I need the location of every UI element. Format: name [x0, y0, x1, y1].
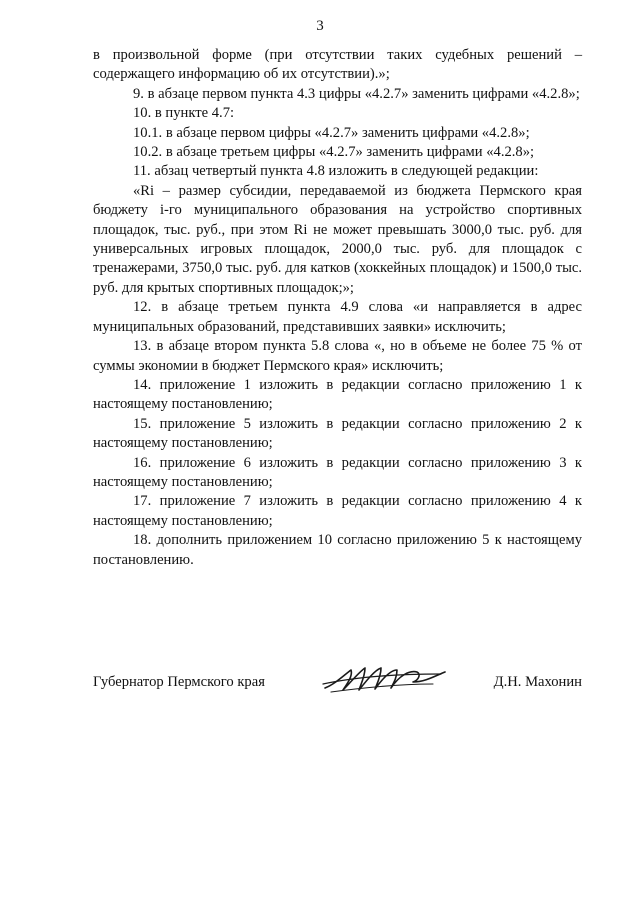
page-number: 3	[316, 18, 324, 34]
paragraph-item-9: 9. в абзаце первом пункта 4.3 цифры «4.2.7» заменить цифрами «4.2.8»;	[133, 85, 580, 102]
paragraph-item-10-2: 10.2. в абзаце третьем цифры «4.2.7» заменить цифрами «4.2.8»;	[133, 144, 535, 161]
paragraph-ri-definition: «Ri – размер субсидии, передаваемой из бюджета Пермского края бюджету i-го муниципального образования на устройство спортивных площадок, тыс. руб., при этом Ri не может превышать 3000,0 тыс. руб. для универсальных игровых площадок, 2000,0 тыс. руб. для площадок с тренажерами, 3750,0 тыс. руб. для катков (хоккейных площадок) и 1500,0 тыс. руб. для крытых спортивных площадок;»;	[93, 182, 582, 296]
paragraph-item-14: 14. приложение 1 изложить в редакции согласно приложению 1 к настоящему постановлению;	[93, 376, 582, 413]
paragraph-item-10-1: 10.1. в абзаце первом цифры «4.2.7» заменить цифрами «4.2.8»;	[133, 124, 530, 141]
paragraph-item-16: 16. приложение 6 изложить в редакции согласно приложению 3 к настоящему постановлению;	[93, 454, 582, 490]
signatory-name: Д.Н. Махонин	[493, 674, 582, 690]
handwritten-signature-icon	[321, 662, 451, 698]
paragraph-item-10: 10. в пункте 4.7:	[133, 105, 235, 122]
paragraph-item-12: 12. в абзаце третьем пункта 4.9 слова «и направляется в адрес муниципальных образований, представивших заявки» исключить;	[93, 299, 582, 335]
signatory-title: Губернатор Пермского края	[93, 674, 265, 690]
paragraph-item-17: 17. приложение 7 изложить в редакции согласно приложению 4 к настоящему постановлению;	[93, 493, 582, 529]
paragraph-item-18: 18. дополнить приложением 10 согласно приложению 5 к настоящему постановлению.	[93, 532, 582, 568]
document-body	[93, 46, 582, 570]
paragraph-item-13: 13. в абзаце втором пункта 5.8 слова «, но в объеме не более 75 % от суммы экономии в бюджет Пермского края» исключить;	[93, 338, 582, 374]
paragraph-continuation: в произвольной форме (при отсутствии таких судебных решений – содержащего информацию об их отсутствии).»;	[93, 47, 582, 83]
paragraph-item-15: 15. приложение 5 изложить в редакции согласно приложению 2 к настоящему постановлению;	[93, 415, 582, 452]
paragraph-item-11: 11. абзац четвертый пункта 4.8 изложить в следующей редакции:	[133, 163, 539, 180]
signature-block	[93, 668, 582, 698]
